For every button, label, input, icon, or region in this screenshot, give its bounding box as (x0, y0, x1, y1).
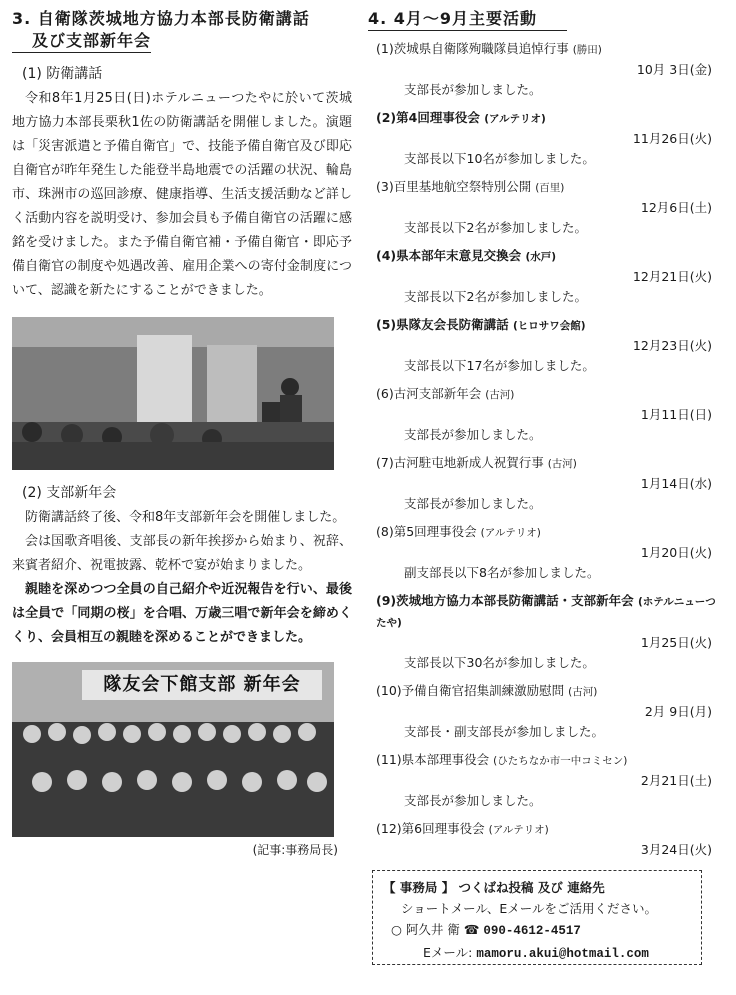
activity-item (376, 819, 720, 860)
contact-email-label: Eメール: (423, 945, 473, 960)
activity-note: 支部長が参加しました。 (404, 427, 542, 442)
activity-note: 支部長以下10名が参加しました。 (404, 151, 595, 166)
paragraph-party-3: 親睦を深めつつ全員の自己紹介や近況報告を行い、最後は全員で「同期の桜」を合唱、万歳三唱で新年会を締めくくり、会員相互の親睦を深めることができました。 (12, 582, 352, 645)
activity-title (376, 453, 720, 474)
activity-title-text: (9)茨城地方協力本部長防衛講話・支部新年会 (376, 593, 634, 608)
phone-icon: ☎ (463, 922, 480, 937)
activity-note: 支部長が参加しました。 (404, 793, 542, 808)
activity-date: 10月 3日(金) (636, 62, 712, 77)
activity-title-text: (7)古河駐屯地新成人祝賀行事 (376, 455, 544, 470)
activity-title-text: (12)第6回理事役会 (376, 821, 485, 836)
photo-lecture (12, 317, 334, 470)
activity-item (376, 522, 720, 583)
activity-title-text: (4)県本部年末意見交換会 (376, 248, 522, 263)
contact-name: ○ 阿久井 衛 (391, 922, 460, 937)
contact-phone-row (383, 919, 691, 942)
subheading-new-year-party: (2) 支部新年会 (22, 485, 117, 501)
activity-date: 11月26日(火) (632, 131, 712, 146)
activity-title (376, 246, 720, 267)
activity-title (376, 108, 720, 129)
activity-title (376, 591, 720, 633)
activity-title-text: (11)県本部理事役会 (376, 752, 490, 767)
activity-date: 2月21日(土) (640, 773, 712, 788)
activity-note: 支部長以下2名が参加しました。 (404, 289, 587, 304)
activity-note: 支部長以下30名が参加しました。 (404, 655, 595, 670)
activity-title (376, 384, 720, 405)
photo-new-year-party (12, 662, 334, 837)
activity-title-text: (1)茨城県自衛隊殉職隊員追悼行事 (376, 41, 569, 56)
activity-title (376, 681, 720, 702)
activity-date: 1月25日(火) (640, 635, 712, 650)
activity-title (376, 819, 720, 840)
activity-venue: (ヒロサワ会館) (512, 320, 586, 332)
activity-venue: (ひたちなか市一中コミセン) (493, 755, 628, 767)
activity-title-text: (3)百里基地航空祭特別公開 (376, 179, 532, 194)
activity-item (376, 453, 720, 514)
activity-date: 12月23日(火) (632, 338, 712, 353)
section-4-title: 4. 4月〜9月主要活動 (368, 8, 567, 31)
activity-note: 支部長以下2名が参加しました。 (404, 220, 587, 235)
right-column (368, 8, 720, 860)
activity-date: 2月 9日(月) (644, 704, 712, 719)
activity-venue: (アルテリオ) (484, 113, 546, 125)
photo-lecture-illustration (12, 317, 334, 470)
activity-title (376, 522, 720, 543)
activity-item (376, 591, 720, 673)
activity-note: 支部長以下17名が参加しました。 (404, 358, 595, 373)
activity-item (376, 39, 720, 100)
activity-item (376, 177, 720, 238)
contact-phone[interactable]: 090-4612-4517 (483, 924, 581, 938)
activity-date: 1月20日(火) (640, 545, 712, 560)
activity-date: 12月6日(土) (640, 200, 712, 215)
activity-title-text: (5)県隊友会長防衛講話 (376, 317, 509, 332)
activity-item (376, 246, 720, 307)
contact-box (372, 870, 702, 965)
activity-title (376, 177, 720, 198)
activity-note: 支部長・副支部長が参加しました。 (404, 724, 605, 739)
section-3-title-line1: 3. 自衛隊茨城地方協力本部長防衛講話 (12, 9, 310, 28)
photo-banner: 隊友会下館支部 新年会 (82, 670, 322, 700)
activity-note: 支部長が参加しました。 (404, 82, 542, 97)
activity-venue: (アルテリオ) (488, 824, 549, 836)
left-column (12, 8, 352, 858)
activity-note: 副支部長以下8名が参加しました。 (404, 565, 600, 580)
activity-venue: (古河) (485, 389, 515, 401)
activity-venue: (勝田) (572, 44, 602, 56)
activity-venue: (水戸) (525, 251, 557, 263)
activity-title (376, 315, 720, 336)
activity-title-text: (10)予備自衛官招集訓練激励慰問 (376, 683, 565, 698)
activity-date: 12月21日(火) (632, 269, 712, 284)
activity-venue: (古河) (547, 458, 577, 470)
section-3-title-line2: 及び支部新年会 (12, 30, 151, 53)
paragraph-party-2: 会は国歌斉唱後、支部長の新年挨拶から始まり、祝辞、来賓者紹介、祝電披露、乾杯で宴が始まりました。 (12, 534, 352, 573)
contact-email[interactable]: mamoru.akui@hotmail.com (476, 947, 649, 961)
contact-email-row (383, 942, 691, 965)
subheading-defense-lecture: (1) 防衛講話 (22, 66, 103, 82)
paragraph-defense-lecture: 令和8年1月25日(日)ホテルニューつたやに於いて茨城地方協力本部長栗秋1佐の防衛講話を開催しました。演題は「災害派遣と予備自衛官」で、技能予備自衛官及び即応自衛官が昨年発生した能登半島地震での活躍の状況、輪島市、珠洲市の巡回診療、健康指導、生活支援活動など詳しく活動内容を説明受け、参加会員も予備自衛官の活躍に感銘を受けました。また予備自衛官補・予備自衛官・即応予備自衛官の制度や処遇改善、雇用企業への寄付金制度について、認識を新たにすることができました。 (12, 91, 352, 298)
activity-title-text: (6)古河支部新年会 (376, 386, 482, 401)
activity-item (376, 681, 720, 742)
activity-date: 3月24日(火) (640, 842, 712, 857)
activity-venue: (百里) (535, 182, 565, 194)
paragraph-party-1: 防衛講話終了後、令和8年支部新年会を開催しました。 (25, 510, 346, 525)
activity-venue: (古河) (568, 686, 598, 698)
activity-date: 1月11日(日) (640, 407, 712, 422)
activity-title (376, 39, 720, 60)
activity-title-text: (2)第4回理事役会 (376, 110, 480, 125)
activity-item (376, 315, 720, 376)
activity-title (376, 750, 720, 771)
contact-note: ショートメール、Eメールをご活用ください。 (401, 901, 658, 916)
activity-list (368, 39, 720, 860)
activity-item (376, 750, 720, 811)
activity-title-text: (8)第5回理事役会 (376, 524, 477, 539)
activity-venue: (アルテリオ) (480, 527, 541, 539)
contact-heading: 【 事務局 】 つくばね投稿 及び 連絡先 (383, 880, 605, 895)
activity-item (376, 108, 720, 169)
activity-item (376, 384, 720, 445)
activity-note: 支部長が参加しました。 (404, 496, 542, 511)
article-credit: (記事:事務局長) (252, 843, 338, 857)
activity-venue: (ホテルニューつたや) (376, 596, 716, 629)
activity-date: 1月14日(水) (640, 476, 712, 491)
section-3-title (12, 8, 352, 53)
